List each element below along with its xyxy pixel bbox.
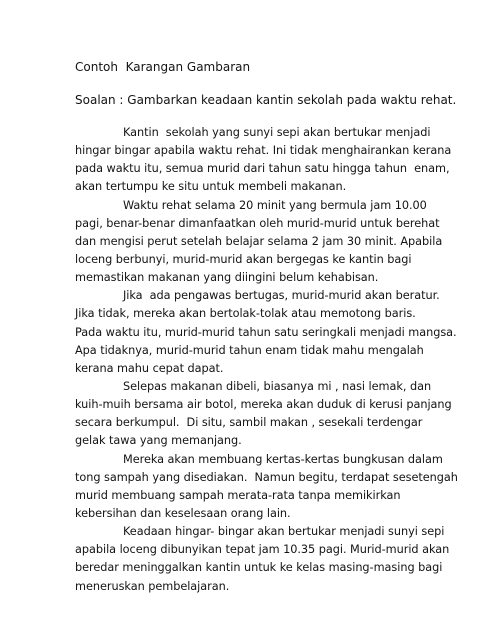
text-line: apabila loceng dibunyikan tepat jam 10.35 pagi. Murid-murid akan	[75, 543, 450, 557]
text-line: memastikan makanan yang diingini belum kehabisan.	[75, 271, 379, 285]
text-line: pagi, benar-benar dimanfaatkan oleh murid-murid untuk berehat	[75, 216, 440, 230]
text-line: kerana mahu cepat dapat.	[75, 361, 224, 375]
paragraph-first-line: Waktu rehat selama 20 minit yang bermula jam 10.00	[123, 198, 427, 212]
text-line: beredar meninggalkan kantin untuk ke kelas masing-masing bagi	[75, 561, 443, 575]
text-line: loceng berbunyi, murid-murid akan bergegas ke kantin bagi	[75, 252, 412, 266]
text-line: pada waktu itu, semua murid dari tahun satu hingga tahun enam,	[75, 162, 450, 176]
text-line: hingar bingar apabila waktu rehat. Ini tidak menghairankan kerana	[75, 144, 452, 158]
essay-body	[75, 124, 458, 596]
text-line: Apa tidaknya, murid-murid tahun enam tidak mahu mengalah	[75, 343, 424, 357]
text-line: akan tertumpu ke situ untuk membeli makanan.	[75, 180, 347, 194]
paragraph-first-line: Keadaan hingar- bingar akan bertukar menjadi sunyi sepi	[123, 525, 445, 539]
paragraph-first-line: Mereka akan membuang kertas-kertas bungkusan dalam	[123, 452, 443, 466]
text-line: kebersihan dan keselesaan orang lain.	[75, 506, 291, 520]
text-line: Pada waktu itu, murid-murid tahun satu seringkali menjadi mangsa.	[75, 325, 457, 339]
text-line: gelak tawa yang memanjang.	[75, 434, 242, 448]
text-line: kuih-muih bersama air botol, mereka akan duduk di kerusi panjang	[75, 398, 452, 412]
text-line: secara berkumpul. Di situ, sambil makan , sesekali terdengar	[75, 416, 423, 430]
text-line: murid membuang sampah merata-rata tanpa memikirkan	[75, 488, 401, 502]
text-line: meneruskan pembelajaran.	[75, 579, 230, 593]
text-line: dan mengisi perut setelah belajar selama 2 jam 30 minit. Apabila	[75, 234, 443, 248]
paragraph-first-line: Jika ada pengawas bertugas, murid-murid akan beratur.	[123, 289, 440, 303]
text-line: Jika tidak, mereka akan bertolak-tolak atau memotong baris.	[75, 307, 416, 321]
essay-question: Soalan : Gambarkan keadaan kantin sekolah pada waktu rehat.	[75, 93, 457, 107]
paragraph-first-line: Kantin sekolah yang sunyi sepi akan bertukar menjadi	[123, 126, 431, 139]
paragraph-first-line: Selepas makanan dibeli, biasanya mi , nasi lemak, dan	[123, 379, 432, 393]
document-title: Contoh Karangan Gambaran	[75, 60, 251, 74]
text-line: tong sampah yang disediakan. Namun begitu, terdapat sesetengah	[75, 470, 458, 484]
